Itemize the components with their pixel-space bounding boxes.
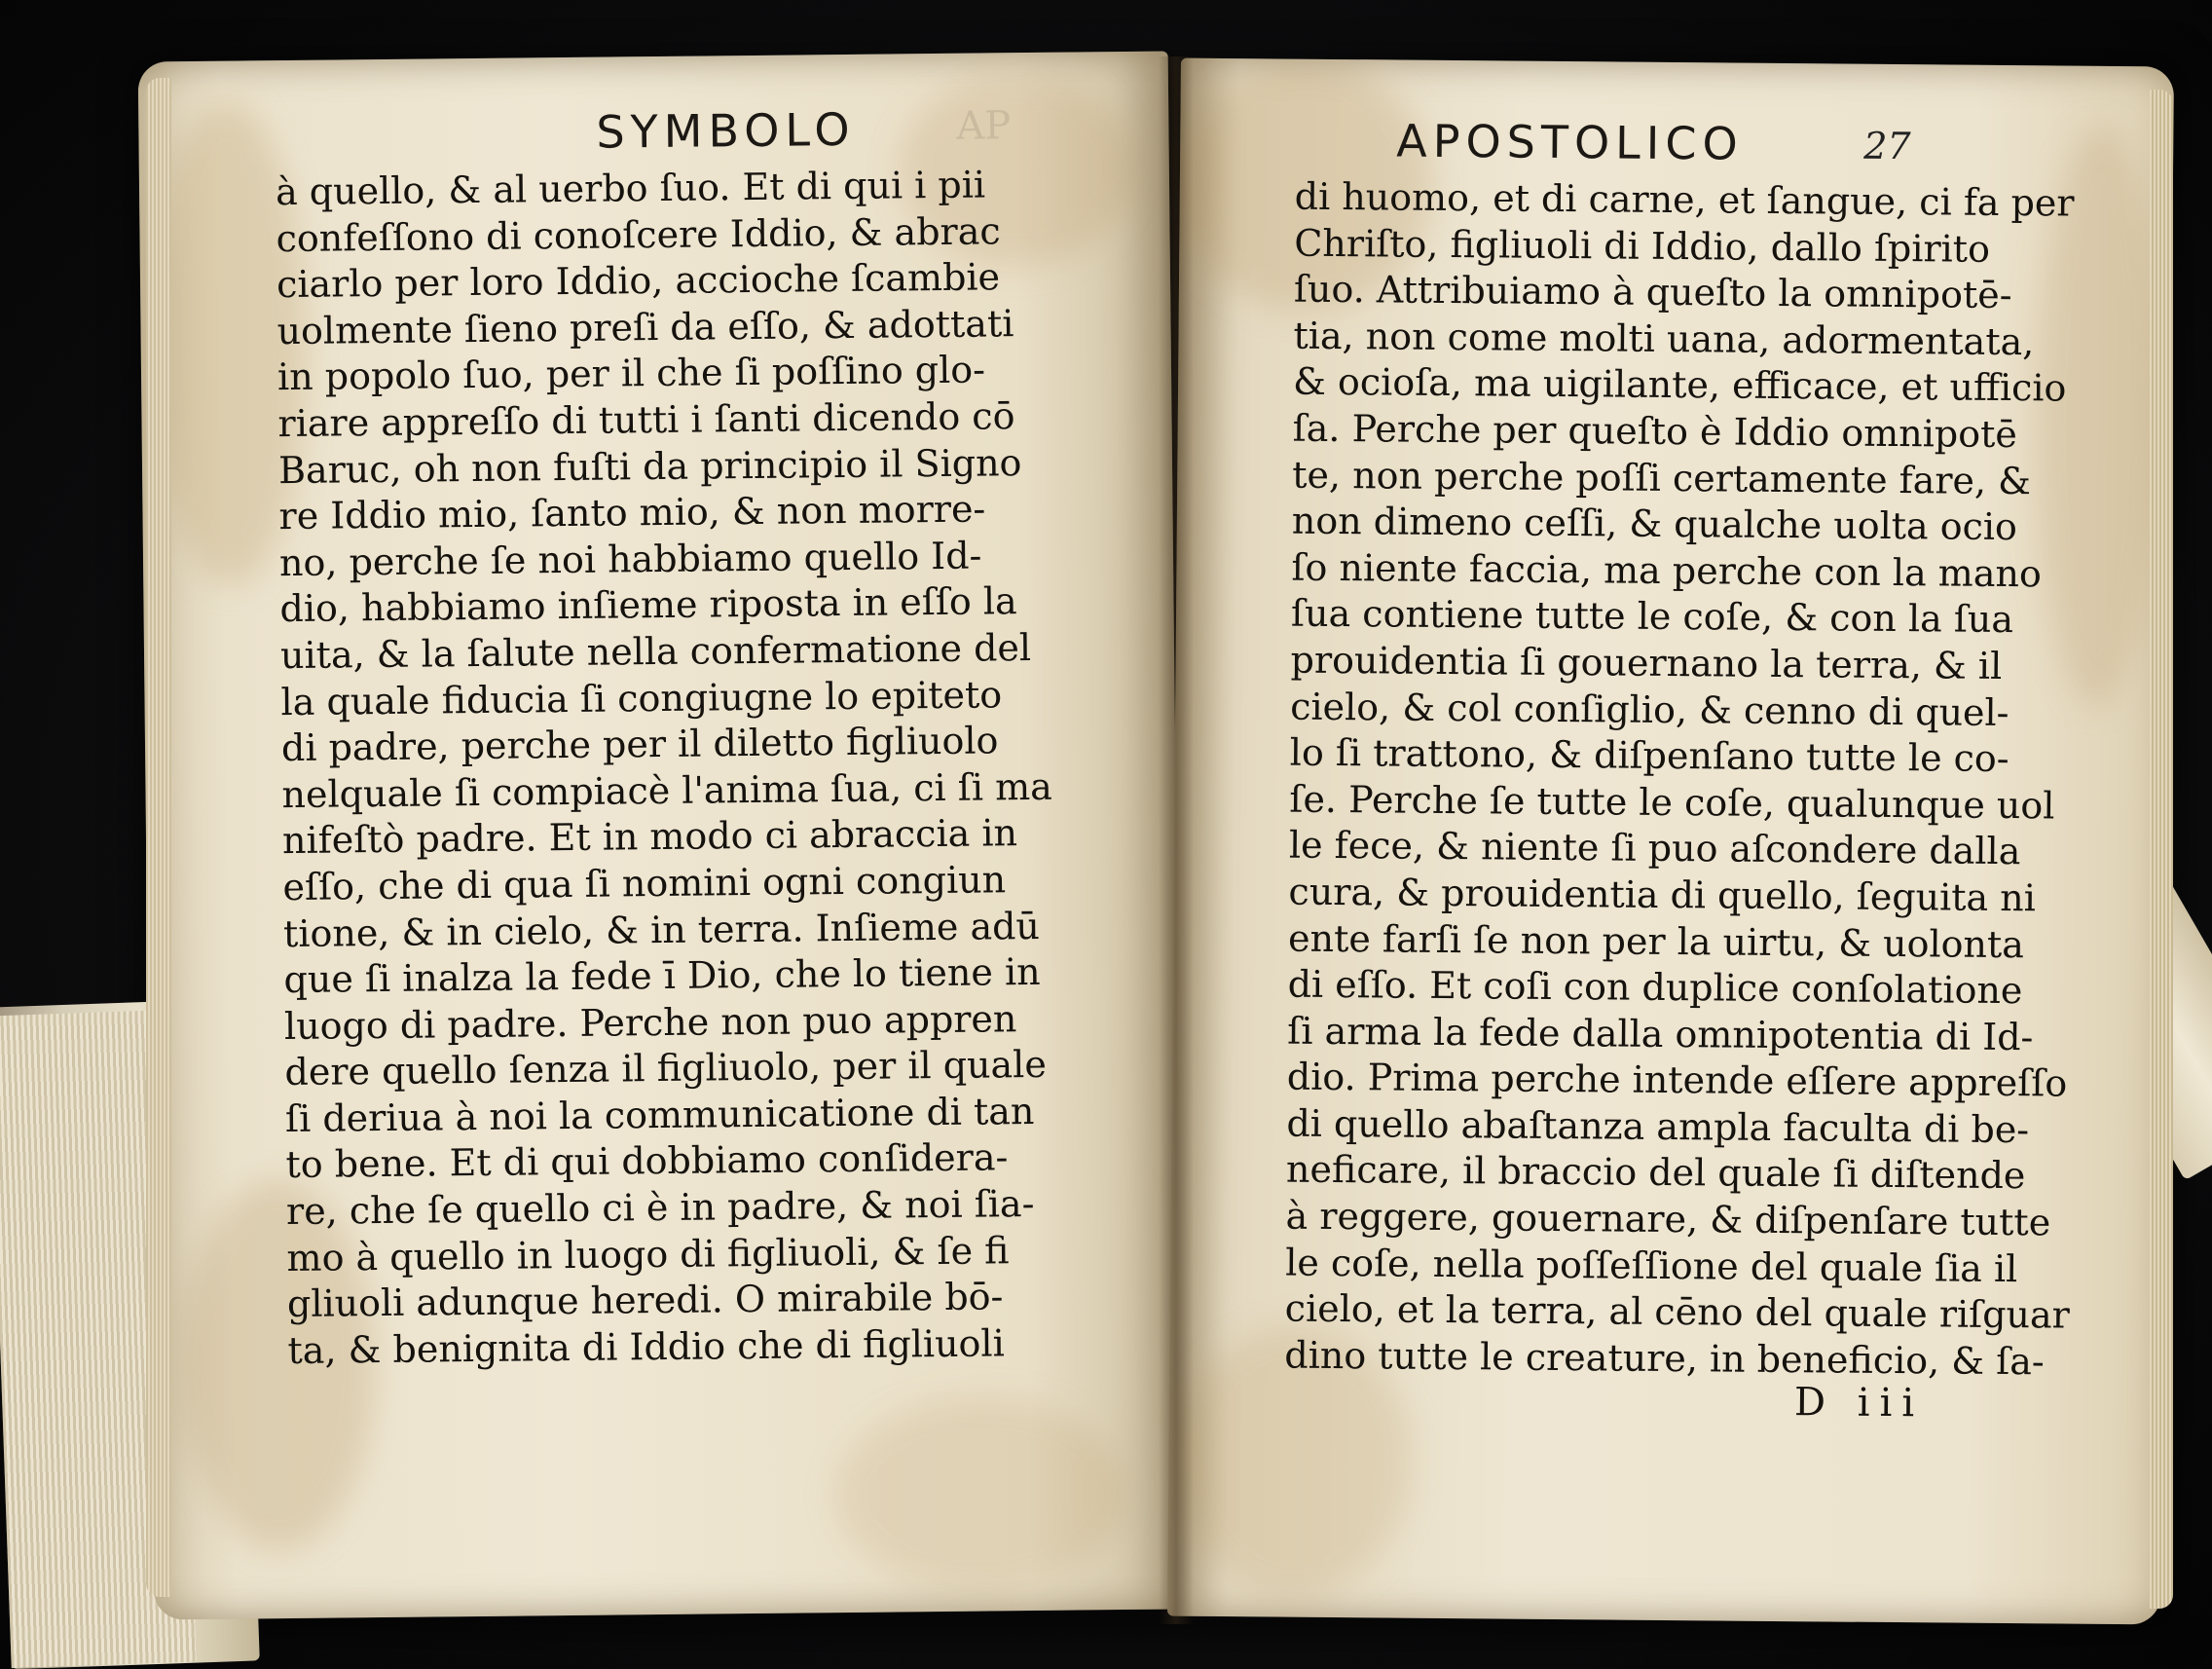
text-line: lo ſi trattono, & diſpenſano tutte le co- (1289, 730, 2009, 781)
text-line: la quale fiducia ſi congiugne lo epiteto (280, 672, 1003, 723)
book-gutter (1159, 56, 1194, 1624)
right-page-text (1284, 174, 2080, 1386)
text-line: confeſſono di conoſcere Iddio, & abrac (276, 208, 1001, 260)
text-line: neficare, il braccio del quale ſi diſtende (1285, 1148, 2026, 1198)
text-line: eſſo, che di qua ſi nomini ogni congiun (282, 858, 1007, 909)
right-page (1167, 58, 2174, 1625)
text-line: nifeſtò padre. Et in modo ci abraccia in (281, 811, 1018, 863)
text-line: to bene. Et di qui dobbiamo conſidera- (285, 1135, 1009, 1187)
left-page (138, 52, 1185, 1620)
text-line: ciarlo per loro Iddio, accioche ſcambie (276, 255, 1001, 307)
text-line: nelquale ſi compiacè l'anima ſua, ci ſi ma (281, 764, 1052, 816)
text-line: tia, non come molti uana, adormentata, (1293, 314, 2035, 364)
text-line: à quello, & al uerbo ſuo. Et di qui i pii (275, 163, 986, 214)
text-line: cielo, & col conſiglio, & cenno di quel- (1290, 685, 2009, 734)
page-number: 27 (1863, 124, 1911, 168)
bleed-through-header: AP (956, 103, 1012, 149)
left-page-edges (146, 78, 171, 1597)
text-line: ſe. Perche ſe tutte le coſe, qualunque uol (1289, 777, 2055, 828)
text-line: in popolo ſuo, per il che ſi poſſino glo- (276, 348, 986, 399)
text-line: cura, & prouidentia di quello, ſeguita ni (1288, 870, 2037, 920)
text-line: dio. Prima perche intende eſſere appreſſo (1286, 1055, 2068, 1105)
left-page-text (276, 162, 1058, 1375)
text-line: ſi deriua à noi la communicatione di tan (284, 1089, 1035, 1140)
text-line: riare appreſſo di tutti i ſanti dicendo cō (277, 394, 1015, 446)
text-line: Chriſto, figliuoli di Iddio, dallo ſpirito (1294, 221, 1991, 271)
text-line: luogo di padre. Perche non puo appren (283, 996, 1017, 1048)
text-line: uolmente ſieno preſi da eſſo, & adottati (276, 301, 1014, 352)
text-line: ſuo. Attribuiamo à queſto la omnipotē- (1293, 267, 2012, 317)
text-line: dio, habbiamo inſieme riposta in eſſo la (279, 579, 1017, 631)
text-line: le fece, & niente ſi puo aſcondere dalla (1288, 823, 2021, 873)
text-line: que ſi inalza la fede ī Dio, che lo tiene in (283, 950, 1041, 1002)
running-header-left: SYMBOLO (596, 102, 856, 159)
text-line: uita, & la ſalute nella confermatione del (279, 625, 1032, 678)
text-line: di quello abaſtanza ampla faculta di be- (1286, 1101, 2030, 1152)
text-line: te, non perche poſſi certamente fare, & (1292, 453, 2032, 502)
text-line: à reggere, gouernare, & diſpenſare tutte (1285, 1194, 2051, 1244)
text-line: gliuoli adunque heredi. O mirabile bō- (286, 1275, 1004, 1326)
text-line: ſo niente faccia, ma perche con la mano (1291, 545, 2043, 596)
text-line: Baruc, oh non fuſti da principio il Signo (277, 440, 1022, 492)
text-line: ſua contiene tutte le coſe, & con la ſua (1290, 591, 2014, 642)
text-line: le coſe, nella poſſeſſione del quale ſia il (1285, 1241, 2018, 1290)
text-line: cielo, et la terra, al cēno del quale riſguar (1284, 1286, 2071, 1337)
text-line: mo à quello in luogo di figliuoli, & ſe fi (286, 1228, 1010, 1280)
text-line: ente farſi ſe non per la uirtu, & uolonta (1287, 916, 2025, 966)
text-line: prouidentia ſi gouernano la terra, & il (1290, 638, 2003, 687)
running-header-right: APOSTOLICO (1396, 114, 1744, 170)
text-line: non dimeno ceſſi, & qualche uolta ocio (1291, 499, 2018, 549)
text-line: dere quello ſenza il figliuolo, per il quale (284, 1043, 1048, 1094)
text-line: ſa. Perche per queſto è Iddio omnipotē (1292, 406, 2018, 457)
signature-mark: D iii (1793, 1380, 1925, 1427)
text-line: ta, & benignita di Iddio che di figliuoli (287, 1321, 1005, 1372)
text-line: ſi arma la fede dalla omnipotentia di Id- (1287, 1009, 2034, 1058)
text-line: di huomo, et di carne, et ſangue, ci fa per (1294, 174, 2075, 225)
text-line: di padre, perche per il diletto figliuolo (280, 719, 999, 770)
text-line: re Iddio mio, ſanto mio, & non morre- (278, 487, 986, 538)
text-line: di eſſo. Et coſi con duplice conſolatione (1287, 962, 2023, 1013)
text-line: re, che ſe quello ci è in padre, & noi ſia- (285, 1182, 1035, 1234)
text-line: no, perche ſe noi habbiamo quello Id- (278, 534, 982, 584)
text-line: tione, & in cielo, & in terra. Inſieme adū (282, 904, 1041, 955)
text-line: & ocioſa, ma uigilante, efficace, et ufficio (1292, 359, 2067, 410)
right-page-edges (2150, 90, 2173, 1609)
text-line: dino tutte le creature, in beneficio, & ſa- (1284, 1333, 2045, 1384)
